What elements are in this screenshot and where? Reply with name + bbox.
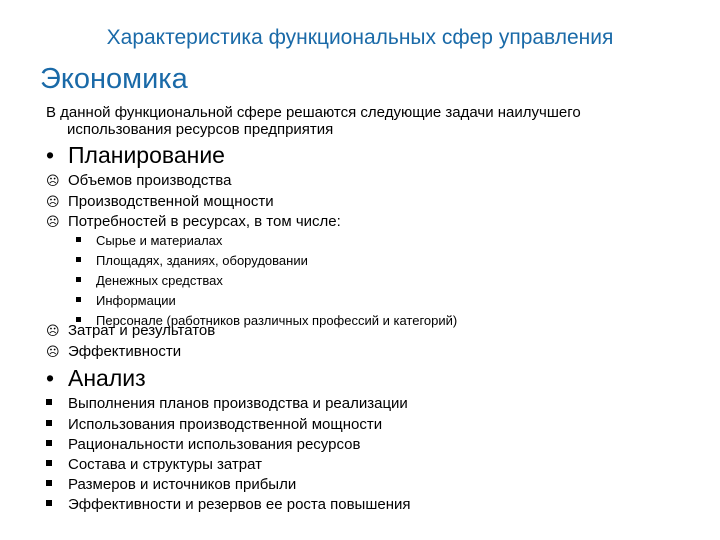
list-item-label: Размеров и источников прибыли <box>68 476 297 493</box>
square-bullet-icon <box>46 440 52 446</box>
list-item-label: Состава и структуры затрат <box>68 456 262 473</box>
list-item <box>46 192 274 213</box>
list-item <box>46 342 181 363</box>
planning-heading-label: Планирование <box>68 142 225 168</box>
sub-list-item <box>76 232 222 250</box>
list-item-label: Рациональности использования ресурсов <box>68 436 361 453</box>
planning-heading <box>46 141 225 169</box>
square-bullet-icon <box>76 237 81 242</box>
sub-list-item <box>76 292 176 310</box>
square-bullet-icon <box>76 277 81 282</box>
intro-line-2: использования ресурсов предприятия <box>67 121 334 138</box>
list-item <box>46 495 411 515</box>
list-item-label: Использования производственной мощности <box>68 416 383 433</box>
frown-face-icon: ☹ <box>46 324 60 339</box>
square-bullet-icon <box>46 399 52 405</box>
list-item <box>46 415 382 435</box>
list-item <box>46 435 360 455</box>
analysis-heading <box>46 364 146 392</box>
bullet-dot-icon: • <box>46 365 55 391</box>
list-item-label: Потребностей в ресурсах, в том числе: <box>68 213 341 230</box>
square-bullet-icon <box>46 480 52 486</box>
square-bullet-icon <box>46 500 52 506</box>
list-item-label: Эффективности и резервов ее роста повышения <box>68 496 411 513</box>
list-item <box>46 394 408 414</box>
list-item <box>46 321 215 342</box>
list-item-label: Эффективности <box>68 343 182 360</box>
list-item-label: Объемов производства <box>68 172 232 189</box>
sub-list-item <box>76 272 223 290</box>
sub-list-item-label: Персонале (работников различных профессий и категорий) <box>96 313 458 328</box>
slide-title: Характеристика функциональных сфер управления <box>106 26 614 49</box>
section-heading: Экономика <box>40 63 188 95</box>
square-bullet-icon <box>76 257 81 262</box>
list-item <box>46 475 296 495</box>
square-bullet-icon <box>76 297 81 302</box>
intro-line-1: В данной функциональной сфере решаются следующие задачи наилучшего <box>46 104 581 121</box>
square-bullet-icon <box>46 420 52 426</box>
intro-text <box>46 104 686 138</box>
bullet-dot-icon: • <box>46 142 55 168</box>
frown-face-icon: ☹ <box>46 174 60 189</box>
list-item <box>46 171 231 192</box>
square-bullet-icon <box>46 460 52 466</box>
sub-list-item <box>76 252 308 270</box>
sub-list-item-label: Денежных средствах <box>96 273 223 288</box>
list-item <box>46 455 262 475</box>
frown-face-icon: ☹ <box>46 345 60 360</box>
sub-list-item-label: Площадях, зданиях, оборудовании <box>96 253 308 268</box>
sub-list-item-label: Сырье и материалах <box>96 233 223 248</box>
sub-list-item-label: Информации <box>96 293 176 308</box>
list-item <box>46 212 341 233</box>
frown-face-icon: ☹ <box>46 195 60 210</box>
analysis-heading-label: Анализ <box>68 365 146 391</box>
list-item-label: Затрат и результатов <box>68 322 216 339</box>
list-item-label: Выполнения планов производства и реализации <box>68 395 408 412</box>
list-item-label: Производственной мощности <box>68 193 274 210</box>
frown-face-icon: ☹ <box>46 215 60 230</box>
